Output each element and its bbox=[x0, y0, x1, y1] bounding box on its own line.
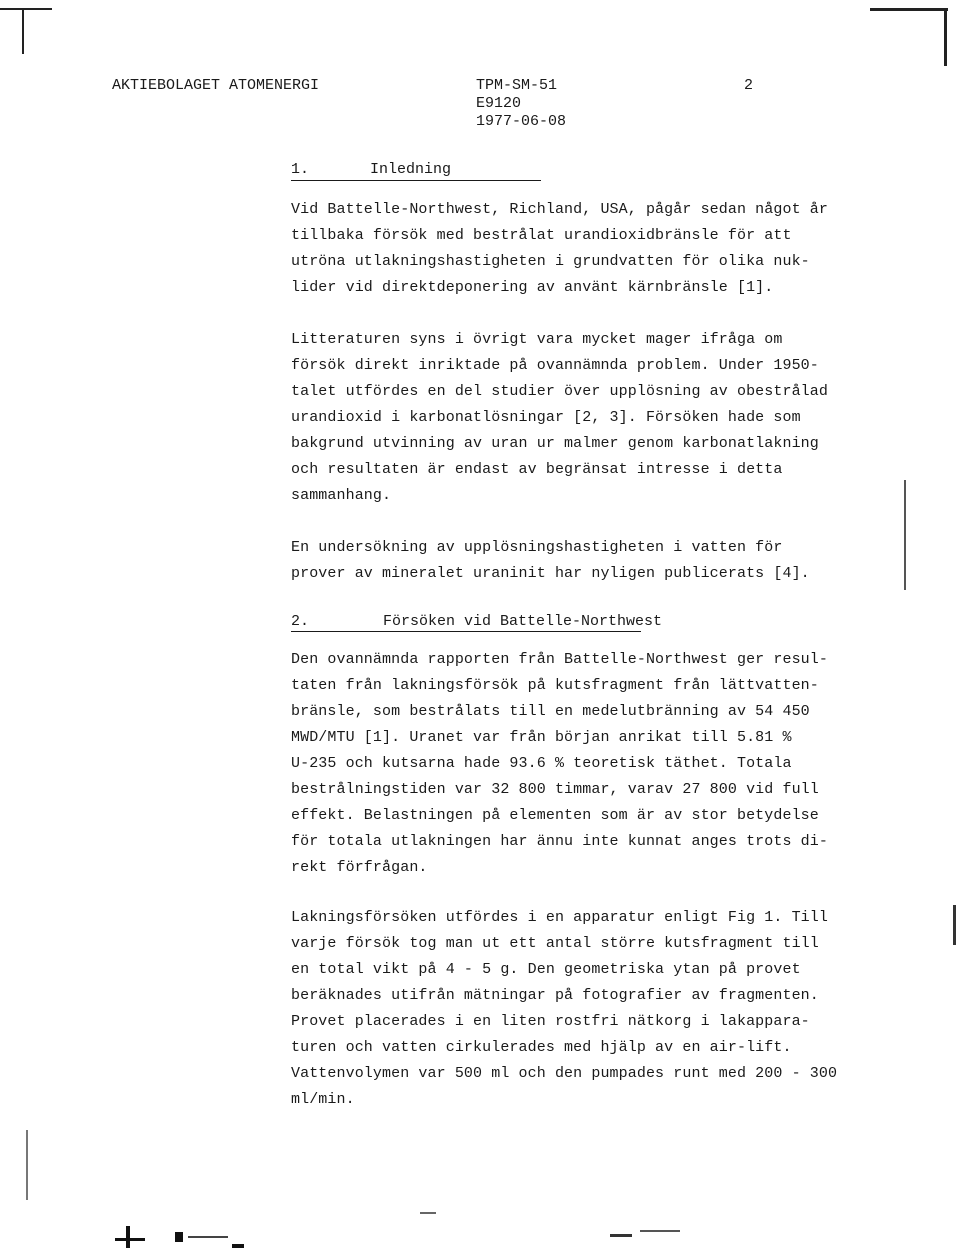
text-line: Lakningsförsöken utfördes i en apparatur enligt Fig 1. Till bbox=[291, 909, 828, 926]
text-line: MWD/MTU [1]. Uranet var från början anrikat till 5.81 % bbox=[291, 729, 792, 746]
report-date: 1977-06-08 bbox=[476, 113, 567, 130]
text-line: försök direkt inriktade på ovannämnda problem. Under 1950- bbox=[291, 357, 819, 374]
text-line: en total vikt på 4 - 5 g. Den geometriska ytan på provet bbox=[291, 961, 801, 978]
paragraph bbox=[291, 535, 810, 587]
scan-noise bbox=[640, 1230, 680, 1232]
scan-margin-mark bbox=[904, 480, 906, 590]
section-title: Försöken vid Battelle-Northwest bbox=[383, 613, 663, 630]
scan-margin-mark bbox=[953, 905, 956, 945]
report-reference: TPM-SM-51 bbox=[476, 77, 558, 94]
paragraph bbox=[291, 647, 828, 881]
text-line: sammanhang. bbox=[291, 487, 392, 504]
text-line: beräknades utifrån mätningar på fotografier av fragmenten. bbox=[291, 987, 819, 1004]
scan-noise bbox=[26, 1130, 28, 1200]
text-line: Vid Battelle-Northwest, Richland, USA, pågår sedan något år bbox=[291, 201, 828, 218]
text-line: utröna utlakningshastigheten i grundvatten för olika nuk- bbox=[291, 253, 810, 270]
scan-corner-mark bbox=[22, 8, 24, 54]
text-line: Vattenvolymen var 500 ml och den pumpades runt med 200 - 300 bbox=[291, 1065, 838, 1082]
paragraph bbox=[291, 197, 828, 301]
scan-noise bbox=[420, 1212, 436, 1214]
heading-underline bbox=[291, 631, 641, 632]
scan-noise bbox=[115, 1238, 145, 1241]
text-line: bränsle, som bestrålats till en medelutbränning av 54 450 bbox=[291, 703, 810, 720]
text-line: talet utfördes en del studier över upplösning av obestrålad bbox=[291, 383, 828, 400]
text-line: En undersökning av upplösningshastigheten i vatten för bbox=[291, 539, 783, 556]
scan-noise bbox=[610, 1234, 632, 1237]
section-number: 2. bbox=[291, 613, 310, 630]
text-line: Litteraturen syns i övrigt vara mycket mager ifråga om bbox=[291, 331, 783, 348]
scan-noise bbox=[188, 1236, 228, 1238]
text-line: taten från lakningsförsök på kutsfragment från lättvatten- bbox=[291, 677, 819, 694]
text-line: prover av mineralet uraninit har nyligen publicerats [4]. bbox=[291, 565, 810, 582]
text-line: bakgrund utvinning av uran ur malmer genom karbonatlakning bbox=[291, 435, 819, 452]
text-line: och resultaten är endast av begränsat intresse i detta bbox=[291, 461, 783, 478]
text-line: rekt förfrågan. bbox=[291, 859, 428, 876]
company-name: AKTIEBOLAGET ATOMENERGI bbox=[112, 77, 320, 94]
text-line: effekt. Belastningen på elementen som är av stor betydelse bbox=[291, 807, 819, 824]
section-title: Inledning bbox=[370, 161, 452, 178]
section-number: 1. bbox=[291, 161, 310, 178]
paragraph bbox=[291, 905, 838, 1113]
text-line: lider vid direktdeponering av använt kärnbränsle [1]. bbox=[291, 279, 774, 296]
text-line: för totala utlakningen har ännu inte kunnat anges trots di- bbox=[291, 833, 828, 850]
text-line: varje försök tog man ut ett antal större kutsfragment till bbox=[291, 935, 819, 952]
report-number: E9120 bbox=[476, 95, 522, 112]
heading-underline bbox=[291, 180, 541, 181]
scan-corner-mark bbox=[0, 8, 52, 10]
text-line: Provet placerades i en liten rostfri nätkorg i lakappara- bbox=[291, 1013, 810, 1030]
paragraph bbox=[291, 327, 828, 509]
scan-noise bbox=[232, 1244, 244, 1248]
text-line: tillbaka försök med bestrålat urandioxidbränsle för att bbox=[291, 227, 792, 244]
scan-noise bbox=[175, 1232, 183, 1242]
text-line: ml/min. bbox=[291, 1091, 355, 1108]
scan-corner-mark bbox=[944, 8, 947, 66]
text-line: urandioxid i karbonatlösningar [2, 3]. Försöken hade som bbox=[291, 409, 801, 426]
text-line: bestrålningstiden var 32 800 timmar, varav 27 800 vid full bbox=[291, 781, 819, 798]
text-line: turen och vatten cirkulerades med hjälp av en air-lift. bbox=[291, 1039, 792, 1056]
page-number: 2 bbox=[744, 77, 754, 94]
scan-noise bbox=[126, 1226, 130, 1248]
text-line: Den ovannämnda rapporten från Battelle-Northwest ger resul- bbox=[291, 651, 828, 668]
text-line: U-235 och kutsarna hade 93.6 % teoretisk täthet. Totala bbox=[291, 755, 792, 772]
scan-corner-mark bbox=[870, 8, 948, 11]
